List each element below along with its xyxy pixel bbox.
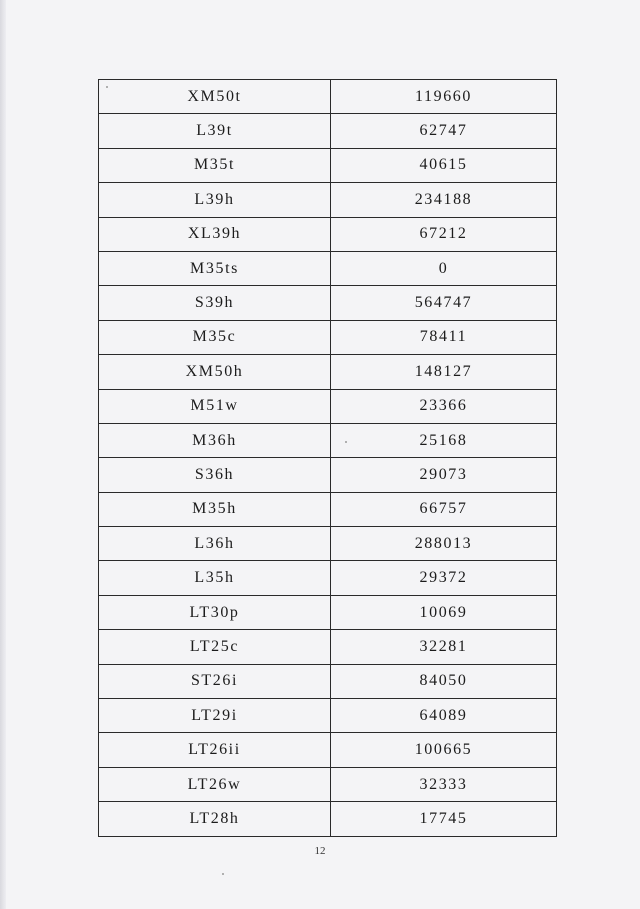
model-cell: M35t: [99, 148, 331, 182]
model-cell: ST26i: [99, 664, 331, 698]
table-body: [99, 80, 557, 837]
table-row: [99, 114, 557, 148]
value-cell: 67212: [331, 217, 557, 251]
table-row: [99, 733, 557, 767]
value-cell: 288013: [331, 527, 557, 561]
model-cell: M35ts: [99, 251, 331, 285]
table-row: [99, 148, 557, 182]
value-cell: 29073: [331, 458, 557, 492]
table-row: [99, 217, 557, 251]
value-cell: 32333: [331, 767, 557, 801]
model-cell: M36h: [99, 423, 331, 457]
table-row: [99, 595, 557, 629]
value-cell: 119660: [331, 80, 557, 114]
table-row: [99, 527, 557, 561]
scan-speck: [222, 873, 224, 875]
value-cell: 23366: [331, 389, 557, 423]
value-cell: 64089: [331, 699, 557, 733]
table-row: [99, 355, 557, 389]
model-cell: S39h: [99, 286, 331, 320]
table-row: [99, 183, 557, 217]
table-row: [99, 492, 557, 526]
model-cell: XL39h: [99, 217, 331, 251]
model-cell: LT29i: [99, 699, 331, 733]
table-row: [99, 630, 557, 664]
value-cell: 0: [331, 251, 557, 285]
page-number: 12: [314, 845, 326, 857]
value-cell: 17745: [331, 802, 557, 836]
value-cell: 564747: [331, 286, 557, 320]
value-cell: 10069: [331, 595, 557, 629]
table-row: [99, 286, 557, 320]
model-cell: LT30p: [99, 595, 331, 629]
model-cell: L39t: [99, 114, 331, 148]
value-cell: 148127: [331, 355, 557, 389]
value-cell: 234188: [331, 183, 557, 217]
model-cell: LT28h: [99, 802, 331, 836]
table-row: [99, 251, 557, 285]
model-count-table: [98, 79, 557, 837]
table-row: [99, 80, 557, 114]
model-cell: M35c: [99, 320, 331, 354]
table-row: [99, 699, 557, 733]
value-cell: 100665: [331, 733, 557, 767]
model-cell: LT25c: [99, 630, 331, 664]
value-cell: 25168: [331, 423, 557, 457]
model-cell: S36h: [99, 458, 331, 492]
model-cell: LT26w: [99, 767, 331, 801]
value-cell: 29372: [331, 561, 557, 595]
value-cell: 62747: [331, 114, 557, 148]
scan-page-edge: [0, 0, 6, 909]
scan-speck: [106, 86, 108, 88]
scan-speck: [345, 441, 347, 443]
model-cell: XM50h: [99, 355, 331, 389]
value-cell: 84050: [331, 664, 557, 698]
value-cell: 78411: [331, 320, 557, 354]
model-cell: L35h: [99, 561, 331, 595]
table-row: [99, 458, 557, 492]
table-row: [99, 423, 557, 457]
table-row: [99, 320, 557, 354]
model-cell: L39h: [99, 183, 331, 217]
table-row: [99, 802, 557, 836]
table-row: [99, 767, 557, 801]
model-cell: XM50t: [99, 80, 331, 114]
value-cell: 40615: [331, 148, 557, 182]
value-cell: 66757: [331, 492, 557, 526]
model-cell: L36h: [99, 527, 331, 561]
model-cell: LT26ii: [99, 733, 331, 767]
model-cell: M51w: [99, 389, 331, 423]
value-cell: 32281: [331, 630, 557, 664]
table-row: [99, 561, 557, 595]
model-cell: M35h: [99, 492, 331, 526]
table-row: [99, 389, 557, 423]
table-row: [99, 664, 557, 698]
